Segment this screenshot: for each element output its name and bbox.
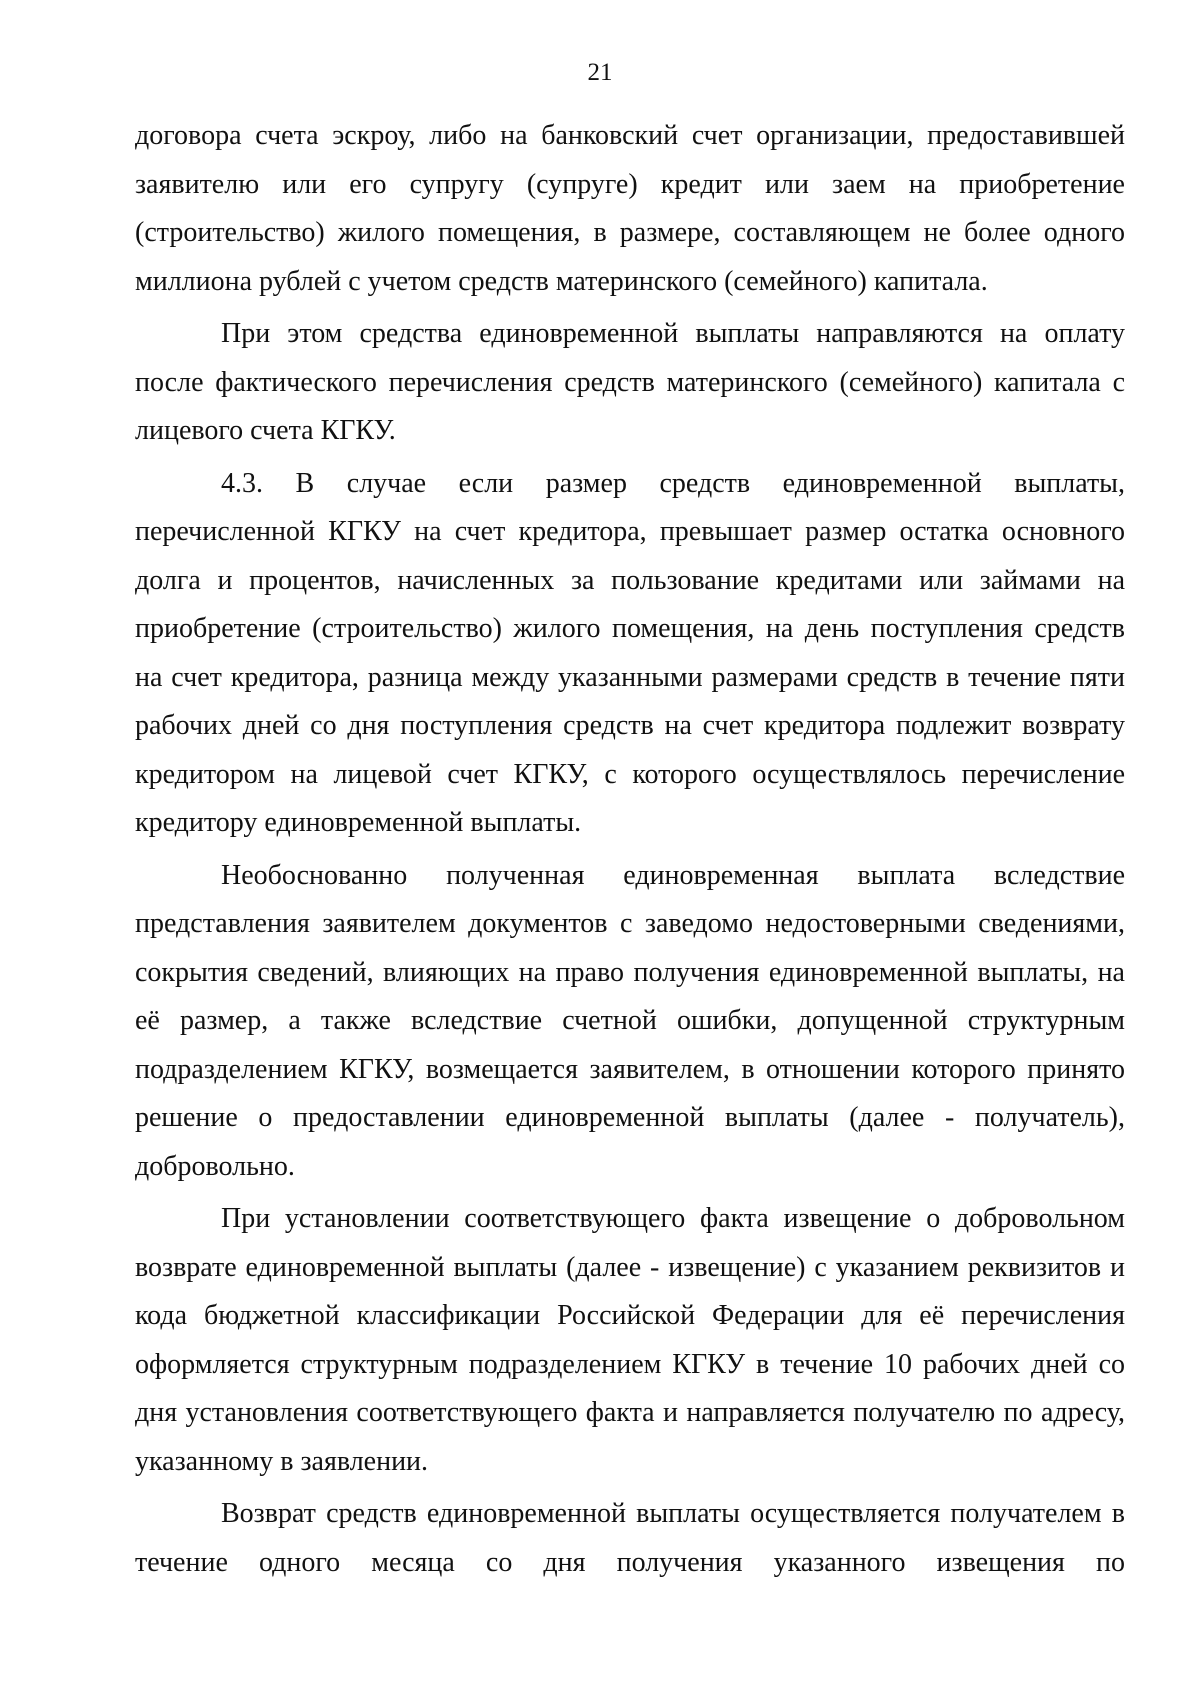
paragraph-payment-order: При этом средства единовременной выплаты направляются на оплату после фактического перечисления средств материнского (семейного) капитала с лицевого счета КГКУ. [135,318,1125,446]
paragraph-refund: Возврат средств единовременной выплаты осуществляется получателем в течение одного месяца со дня получения указанного извещения по [135,1498,1125,1578]
paragraph-unjustified-payment: Необоснованно полученная единовременная выплата вследствие представления заявителем документов с заведомо недостоверными сведениями, сокрытия сведений, влияющих на право получения единовременной выплаты, на её размер, а также вследствие счетной ошибки, допущенной структурным подразделением КГКУ, возмещается заявителем, в отношении которого принято решение о предоставлении единовременной выплаты (далее - получатель), добровольно. [135,859,1125,1182]
paragraph-section-4-3: 4.3. В случае если размер средств единовременной выплаты, перечисленной КГКУ на счет кредитора, превышает размер остатка основного долга и процентов, начисленных за пользование кредитами или займами на приобретение (строительство) жилого помещения, на день поступления средств на счет кредитора, разница между указанными размерами средств в течение пяти рабочих дней со дня поступления средств на счет кредитора подлежит возврату кредитором на лицевой счет КГКУ, с которого осуществлялось перечисление кредитору единовременной выплаты. [135,467,1125,838]
document-body [135,112,1125,1591]
page-number: 21 [587,59,613,86]
paragraph-continuation: договора счета эскроу, либо на банковский счет организации, предоставившей заявителю или его супругу (супруге) кредит или заем на приобретение (строительство) жилого помещения, в размере, составляющем не более одного миллиона рублей с учетом средств материнского (семейного) капитала. [135,120,1125,297]
paragraph-notification: При установлении соответствующего факта извещение о добровольном возврате единовременной выплаты (далее - извещение) с указанием реквизитов и кода бюджетной классификации Российской Федерации для её перечисления оформляется структурным подразделением КГКУ в течение 10 рабочих дней со дня установления соответствующего факта и направляется получателю по адресу, указанному в заявлении. [135,1203,1125,1477]
